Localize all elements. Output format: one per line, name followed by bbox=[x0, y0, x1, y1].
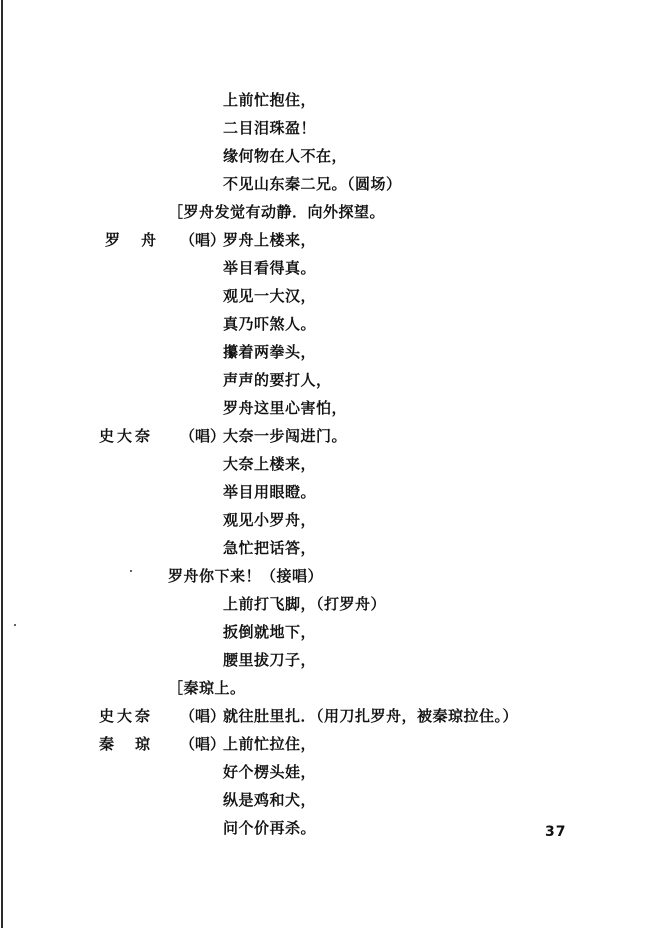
verse-line: 观见一大汉， bbox=[223, 287, 317, 305]
verse-line: 急忙把话答， bbox=[223, 539, 317, 557]
verse-line: 举目看得真。 bbox=[223, 259, 317, 277]
verse-line: 举目用眼瞪。 bbox=[223, 483, 317, 501]
verse-line: 罗舟这里心害怕， bbox=[223, 399, 348, 417]
verse-line: 上前打飞脚，（打罗舟） bbox=[223, 595, 387, 613]
verse-line: 上前忙抱住， bbox=[223, 91, 317, 109]
verse-line: 腰里拔刀子， bbox=[223, 651, 317, 669]
speaker-name: 罗 舟 bbox=[105, 231, 160, 249]
verse-line: 纵是鸡和犬， bbox=[223, 791, 317, 809]
scan-speck bbox=[130, 570, 132, 572]
sing-marker: （唱） bbox=[180, 427, 226, 445]
verse-line: 罗舟上楼来， bbox=[223, 231, 317, 249]
verse-line: 上前忙拉住， bbox=[223, 735, 317, 753]
stage-direction: ［罗舟发觉有动静．向外探望。 bbox=[168, 203, 386, 221]
speaker-name: 史大奈 bbox=[99, 707, 154, 725]
verse-line: 扳倒就地下， bbox=[223, 623, 317, 641]
verse-line: 真乃吓煞人。 bbox=[223, 315, 317, 333]
page-number: 37 bbox=[545, 824, 567, 840]
verse-line: 观见小罗舟， bbox=[223, 511, 317, 529]
verse-line: 二目泪珠盈！ bbox=[223, 119, 317, 137]
speaker-name: 史大奈 bbox=[99, 427, 154, 445]
verse-line: 就往肚里扎．（用刀扎罗舟，被秦琼拉住。） bbox=[223, 707, 519, 725]
verse-line: 攥着两拳头， bbox=[223, 343, 317, 361]
sing-marker: （唱） bbox=[180, 707, 226, 725]
scan-speck bbox=[14, 624, 16, 626]
verse-line: 不见山东秦二兄。（圆场） bbox=[223, 175, 402, 193]
verse-line: 好个楞头娃， bbox=[223, 763, 317, 781]
verse-line: 大奈一步闯进门。 bbox=[223, 427, 348, 445]
spoken-line: 罗舟你下来！（接唱） bbox=[168, 567, 324, 585]
speaker-name: 秦 琼 bbox=[99, 735, 154, 753]
sing-marker: （唱） bbox=[180, 735, 226, 753]
stage-direction: ［秦琼上。 bbox=[168, 679, 246, 697]
verse-line: 问个价再杀。 bbox=[223, 819, 317, 837]
sing-marker: （唱） bbox=[180, 231, 226, 249]
verse-line: 缘何物在人不在， bbox=[223, 147, 348, 165]
page-edge-rule bbox=[1, 0, 3, 928]
verse-line: 声声的要打人， bbox=[223, 371, 332, 389]
verse-line: 大奈上楼来， bbox=[223, 455, 317, 473]
